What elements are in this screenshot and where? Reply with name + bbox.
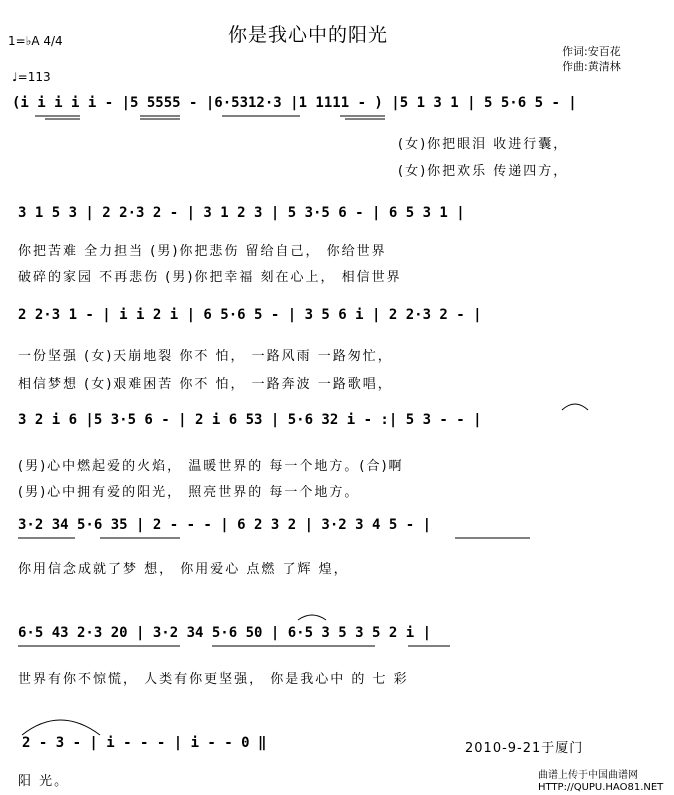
lyric-line-2a: 你把苦难 全力担当 (男)你把悲伤 留给自己， 你给世界	[18, 244, 387, 259]
song-title: 你是我心中的阳光	[228, 24, 389, 46]
lyric-line-4b: (男)心中拥有爱的阳光， 照亮世界的 每一个地方。	[18, 485, 360, 500]
tempo-marking: ♩=113	[12, 70, 51, 84]
music-line-3: 2 2·3 1 - | i i 2 i | 6 5·6 5 - | 3 5 6 i | 2 2·3 2 - |	[18, 307, 482, 323]
lyricist: 作词:安百花	[562, 45, 621, 58]
music-line-4: 3 2 i 6 |5 3·5 6 - | 2 i 6 53 | 5·6 32 i - :| 5 3 - - |	[18, 412, 482, 428]
lyric-line-3a: 一份坚强 (女)天崩地裂 你不 怕， 一路风雨 一路匆忙，	[18, 349, 393, 364]
lyric-line-4a: (男)心中燃起爱的火焰， 温暖世界的 每一个地方。(合)啊	[18, 459, 404, 474]
music-line-1: (i i i i i - |5 5555 - |6·5312·3 |1 1111 - ) |5 1 3 1 | 5 5·6 5 - |	[12, 95, 577, 111]
lyric-line-7: 阳 光。	[18, 774, 70, 789]
source-line-2: HTTP://QUPU.HAO81.NET	[538, 782, 664, 793]
key-signature: 1=♭A 4/4	[8, 34, 63, 48]
music-line-6: 6·5 43 2·3 20 | 3·2 34 5·6 50 | 6·5 3 5 3 5 2 i |	[18, 625, 432, 641]
music-line-7: 2 - 3 - | i - - - | i - - 0 ‖	[22, 735, 267, 751]
music-line-5: 3·2 34 5·6 35 | 2 - - - | 6 2 3 2 | 3·2 3 4 5 - |	[18, 517, 432, 533]
music-line-2: 3 1 5 3 | 2 2·3 2 - | 3 1 2 3 | 5 3·5 6 - | 6 5 3 1 |	[18, 205, 465, 221]
lyric-line-2b: 破碎的家园 不再悲伤 (男)你把幸福 刻在心上， 相信世界	[18, 270, 402, 285]
lyric-line-6: 世界有你不惊慌， 人类有你更坚强， 你是我心中 的 七 彩	[18, 672, 409, 687]
lyric-line-3b: 相信梦想 (女)艰难困苦 你不 怕， 一路奔波 一路歌唱，	[18, 377, 393, 392]
source-line-1: 曲谱上传于中国曲谱网	[538, 770, 638, 781]
intro-lyric-2: (女)你把欢乐 传递四方，	[398, 164, 569, 179]
date-place: 2010-9-21于厦门	[465, 741, 584, 756]
intro-lyric-1: (女)你把眼泪 收进行囊，	[398, 137, 569, 152]
composer: 作曲:黄清林	[562, 60, 621, 73]
lyric-line-5: 你用信念成就了梦 想， 你用爱心 点燃 了辉 煌，	[18, 562, 349, 577]
